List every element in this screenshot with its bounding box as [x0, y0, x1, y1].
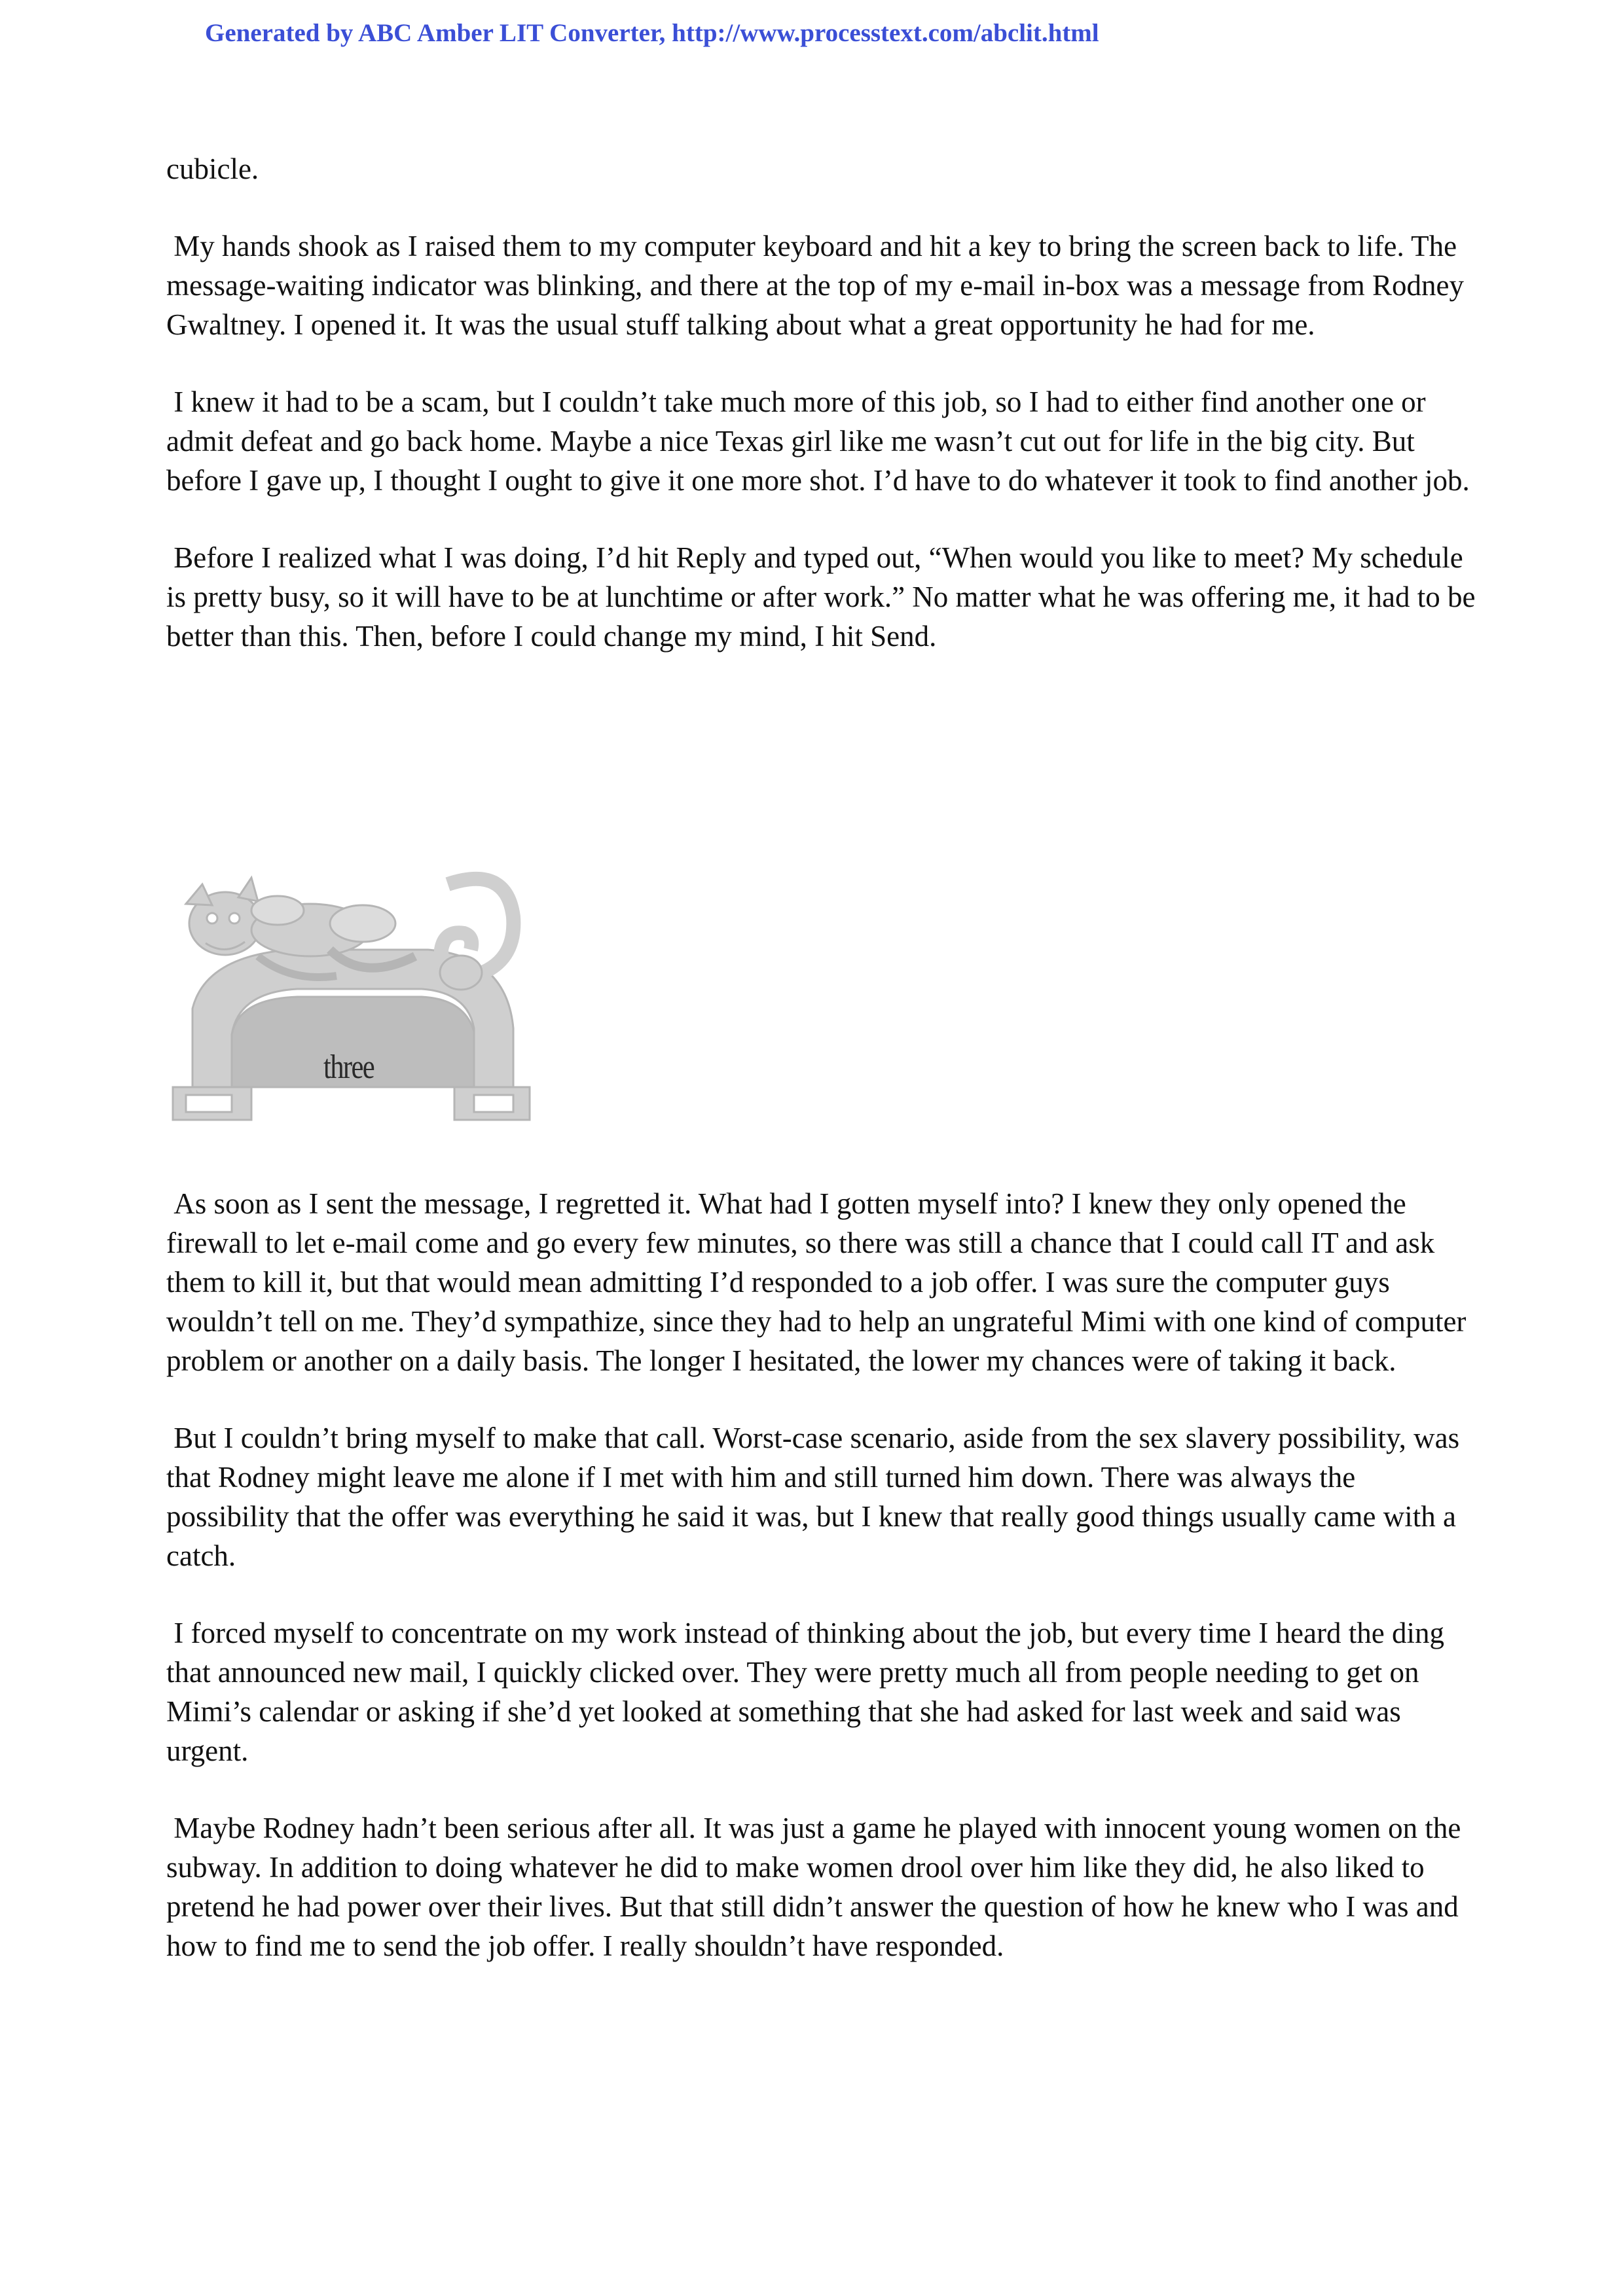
paragraph: But I couldn’t bring myself to make that call. Worst-case scenario, aside from the sex slavery possibility, was that Rodney might leave me alone if I met with him and still turned him down. There was always the possibility that the offer was everything he said it was, but I knew that really good things usually came with a catch.	[166, 1422, 1467, 1572]
page-body	[166, 149, 1483, 2003]
section-break	[166, 694, 1476, 858]
paragraph: As soon as I sent the message, I regretted it. What had I gotten myself into? I knew they only opened the firewall to let e-mail come and go every few minutes, so there was still a chance that I could call IT and ask them to kill it, but that would mean admitting I’d responded to a job offer. I was sure the computer guys wouldn’t tell on me. They’d sympathize, since they had to help an ungrateful Mimi with one kind of computer problem or another on a daily basis. The longer I hesitated, the lower my chances were of taking it back.	[166, 1187, 1474, 1377]
converter-notice: Generated by ABC Amber LIT Converter, http://www.processtext.com/abclit.html	[205, 19, 1099, 47]
paragraph: Before I realized what I was doing, I’d hit Reply and typed out, “When would you like to meet? My schedule is pretty busy, so it will have to be at lunchtime or after work.” No matter what he was offering me, it had to be better than this. Then, before I could change my mind, I hit Send.	[166, 541, 1483, 653]
paragraph: Maybe Rodney hadn’t been serious after all. It was just a game he played with innocent young women on the subway. In addition to doing whatever he did to make women drool over him like they did, he also liked to pretend he had power over their lives. But that still didn’t answer the question of how he knew who I was and how to find me to send the job offer. I really shouldn’t have responded.	[166, 1812, 1468, 1962]
paragraph: I forced myself to concentrate on my work instead of thinking about the job, but every time I heard the ding that announced new mail, I quickly clicked over. They were pretty much all from people needing to get on Mimi’s calendar or asking if she’d yet looked at something that she had asked for last week and said was urgent.	[166, 1617, 1452, 1767]
paragraph: My hands shook as I raised them to my computer keyboard and hit a key to bring the screen back to life. The message-waiting indicator was blinking, and there at the top of my e-mail in-box was a message from Rodney Gwaltney. I opened it. It was the usual stuff talking about what a great opportunity he had for me.	[166, 230, 1472, 341]
paragraph: cubicle.	[166, 152, 259, 185]
paragraph: I knew it had to be a scam, but I couldn’t take much more of this job, so I had to either find another one or admit defeat and go back home. Maybe a nice Texas girl like me wasn’t cut out for life in the big city. But before I gave up, I thought I ought to give it one more shot. I’d have to do whatever it took to find another job.	[166, 386, 1470, 497]
chapter-title: three	[323, 1049, 374, 1086]
chapter-heading-illustration	[166, 858, 533, 1126]
